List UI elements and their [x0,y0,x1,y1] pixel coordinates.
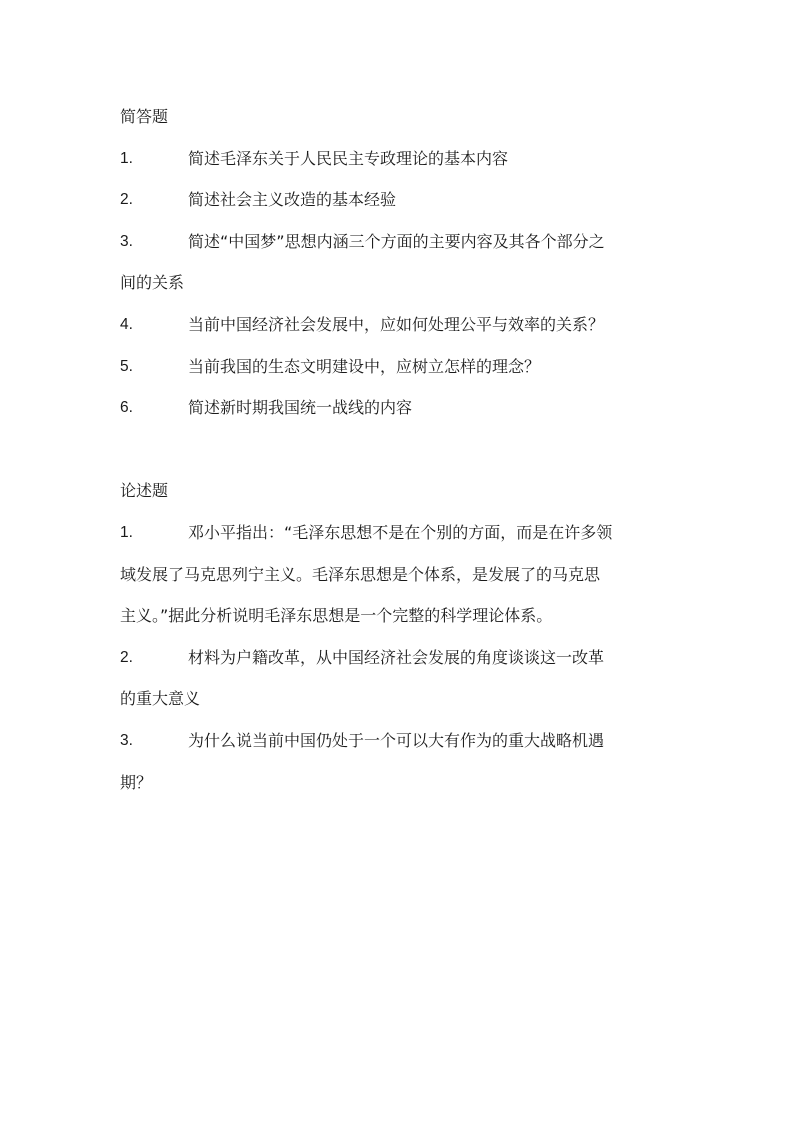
question-text: 简述新时期我国统一战线的内容 [188,398,413,418]
question-text: 为什么说当前中国仍处于一个可以大有作为的重大战略机遇 [188,730,605,750]
question-number: 6. [120,399,133,417]
question-item [120,720,680,762]
question-text: 期？ [120,772,153,792]
question-number: 3. [120,232,133,250]
question-text: 邓小平指出：“毛泽东思想不是在个别的方面，而是在许多领 [188,522,613,542]
question-number: 1. [120,523,133,541]
question-continuation [120,595,680,637]
question-number: 3. [120,731,133,749]
question-text: 间的关系 [120,273,185,293]
question-item [120,512,680,554]
document-page [120,96,680,803]
question-item [120,346,680,388]
question-item [120,221,680,263]
question-text: 简述毛泽东关于人民民主专政理论的基本内容 [188,148,509,168]
question-text: 材料为户籍改革，从中国经济社会发展的角度谈谈这一改革 [188,647,605,667]
question-item [120,179,680,221]
section-spacer [120,429,680,471]
question-number: 4. [120,315,133,333]
section-title-essay: 论述题 [120,481,169,501]
question-number: 2. [120,191,133,209]
question-text: 的重大意义 [120,689,201,709]
question-number: 2. [120,648,133,666]
question-item [120,304,680,346]
question-number: 5. [120,357,133,375]
question-text: 主义。”据此分析说明毛泽东思想是一个完整的科学理论体系。 [120,606,553,626]
question-item [120,138,680,180]
question-continuation [120,262,680,304]
question-text: 当前中国经济社会发展中，应如何处理公平与效率的关系？ [188,314,605,334]
question-text: 简述“中国梦”思想内涵三个方面的主要内容及其各个部分之 [188,231,605,251]
question-continuation [120,762,680,804]
question-text: 简述社会主义改造的基本经验 [188,190,397,210]
question-continuation [120,554,680,596]
question-continuation [120,678,680,720]
section-title-short-answer: 简答题 [120,107,169,126]
question-text: 域发展了马克思列宁主义。毛泽东思想是个体系，是发展了的马克思 [120,564,601,584]
question-number: 1. [120,149,133,167]
question-item [120,637,680,679]
question-item [120,387,680,429]
question-text: 当前我国的生态文明建设中，应树立怎样的理念？ [188,356,541,376]
